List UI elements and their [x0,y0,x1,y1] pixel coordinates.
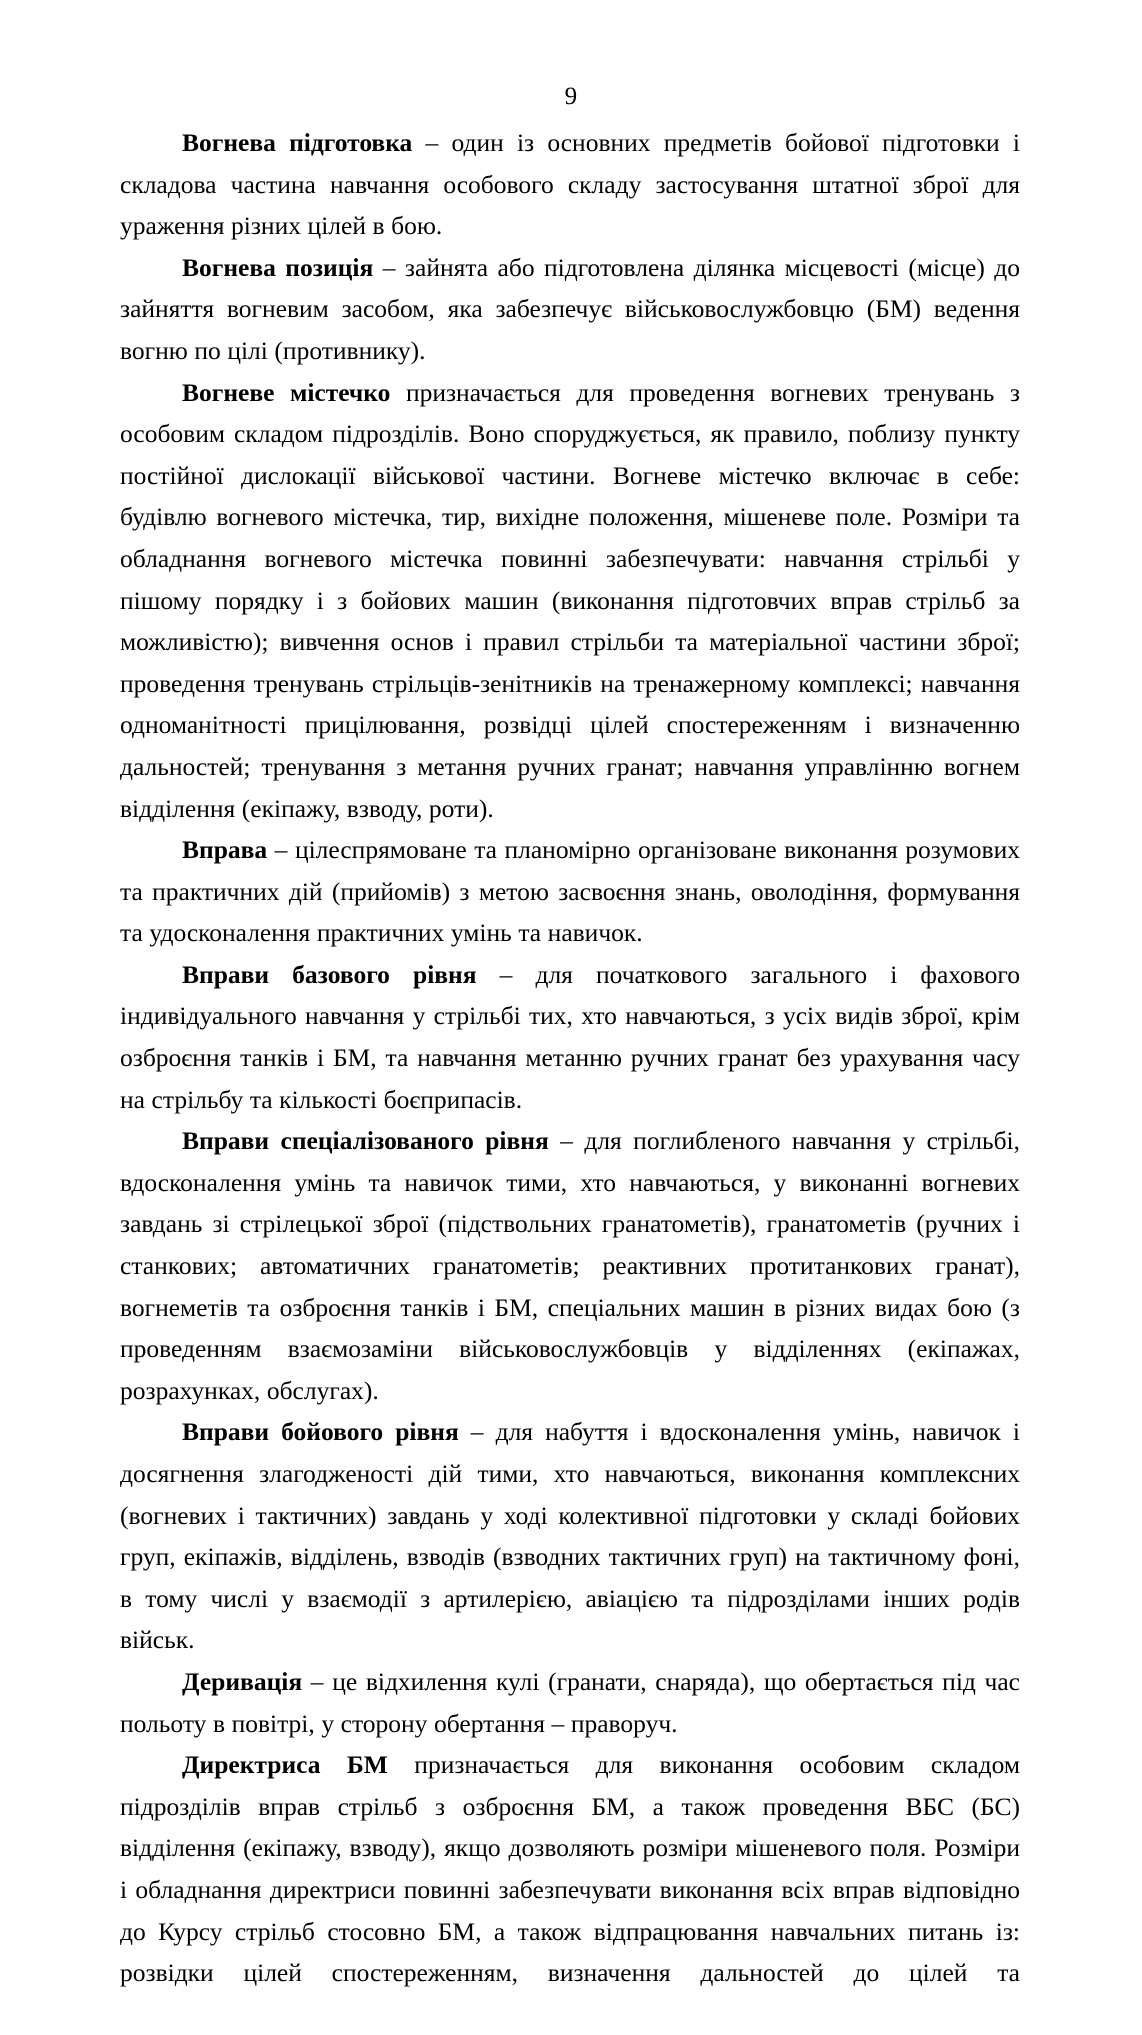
defined-term: Вогневе містечко [182,377,391,407]
definition-body: зайнята або підготовлена ділянка місцевості (місце) до зайняття вогневим засобом, яка забезпечує військовослужбовцю (БМ) ведення вогню по цілі (противнику). [120,252,1021,365]
term-dash: – [548,1126,585,1156]
term-dash: – [267,835,295,865]
definition-paragraph-vpravy-boiovoho-rivnia [120,1411,1020,1661]
definition-body: це відхилення кулі (гранати, снаряда), що обертається під час польоту в повітрі, у сторону обертання – праворуч. [120,1666,1020,1738]
page-body [120,122,1020,2035]
defined-term: Деривація [182,1666,303,1696]
definition-paragraph-vohneva-pozytsiia [120,247,1020,372]
definition-paragraph-vpravy-bazovoho-rivnia [120,954,1020,1120]
definition-paragraph-vprava [120,829,1020,954]
defined-term: Вправи базового рівня [182,959,477,989]
definition-paragraph-deryvatsiia [120,1661,1020,1744]
defined-term: Директриса БМ [182,1750,388,1780]
definition-body: для набуття і вдосконалення умінь, навичок і досягнення злагодженості дій тими, хто навчаються, виконання комплексних (вогневих і тактичних) завдань у ході колективної підготовки у складі бойових груп, екіпажів, відділень, взводів (взводних тактичних груп) на тактичному фоні, в тому числі у взаємодії з артилерією, авіацією та підрозділами інших родів військ. [120,1417,1020,1655]
term-dash: – [412,128,452,157]
term-dash [388,1750,414,1779]
term-dash [390,378,406,407]
definition-body: один із основних предметів бойової підготовки і складова частина навчання особового складу застосування штатної зброї для ураження різних цілей в бою. [120,128,1020,241]
definition-paragraph-vohneve-mistechko [120,372,1020,830]
definition-body: призначається для проведення вогневих тренувань з особовим складом підрозділів. Воно споруджується, як правило, поблизу пункту постійної дислокації військової частини. Вогневе містечко включає в себе: будівлю вогневого містечка, тир, вихідне положення, мішеневе поле. Розміри та обладнання вогневого містечка повинні забезпечувати: навчання стрільбі у пішому порядку і з бойових машин (виконання підготовчих вправ стрільб за можливістю); вивчення основ і правил стрільби та матеріальної частини зброї; проведення тренувань стрільців-зенітників на тренажерному комплексі; навчання одноманітності прицілювання, розвідці цілей спостереженням і визначенню дальностей; тренування з метання ручних гранат; навчання управлінню вогнем відділення (екіпажу, взводу, роти). [120,377,1020,823]
term-dash: – [302,1666,333,1696]
term-dash: – [458,1417,496,1447]
defined-term: Вправи спеціалізованого рівня [182,1126,549,1156]
defined-term: Вправа [182,835,268,865]
term-dash: – [476,959,536,989]
defined-term: Вправи бойового рівня [182,1417,459,1447]
defined-term: Вогнева позиція [182,252,374,282]
page-number: 9 [564,83,578,110]
definition-body: для початкового загального і фахового індивідуального навчання у стрільбі тих, хто навчаються, з усіх видів зброї, крім озброєння танків і БМ, та навчання метанню ручних гранат без урахування часу на стрільбу та кількості боєприпасів. [120,959,1020,1114]
term-dash: – [373,252,405,282]
definition-body: призначається для виконання особовим складом підрозділів вправ стрільб з озброєння БМ, а також проведення ВБС (БС) відділення (екіпажу, взводу), якщо дозволяють розміри мішеневого поля. Розміри і обладнання директриси повинні забезпечувати виконання всіх вправ відповідно до Курсу стрільб стосовно БМ, а також відпрацювання навчальних питань із: розвідки цілей спостереженням, визначення дальностей до цілей та [120,1750,1021,1988]
definition-paragraph-dyrektrysa-bm [120,1744,1020,2035]
defined-term: Вогнева підготовка [182,128,413,157]
definition-body: цілеспрямоване та планомірно організоване виконання розумових та практичних дій (прийомів) з метою засвоєння знань, оволодіння, формування та удосконалення практичних умінь та навичок. [120,835,1020,948]
definition-paragraph-vohneva-pidhotovka [120,122,1020,247]
definition-body: для поглибленого навчання у стрільбі, вдосконалення умінь та навичок тими, хто навчаються, у виконанні вогневих завдань зі стрілецької зброї (підствольних гранатометів), гранатометів (ручних і станкових; автоматичних гранатометів; реактивних протитанкових гранат), вогнеметів та озброєння танків і БМ, спеціальних машин в різних видах бою (з проведенням взаємозаміни військовослужбовців у відділеннях (екіпажах, розрахунках, обслугах). [120,1126,1021,1405]
definition-paragraph-vpravy-spetsializovanoho-rivnia [120,1120,1020,1411]
